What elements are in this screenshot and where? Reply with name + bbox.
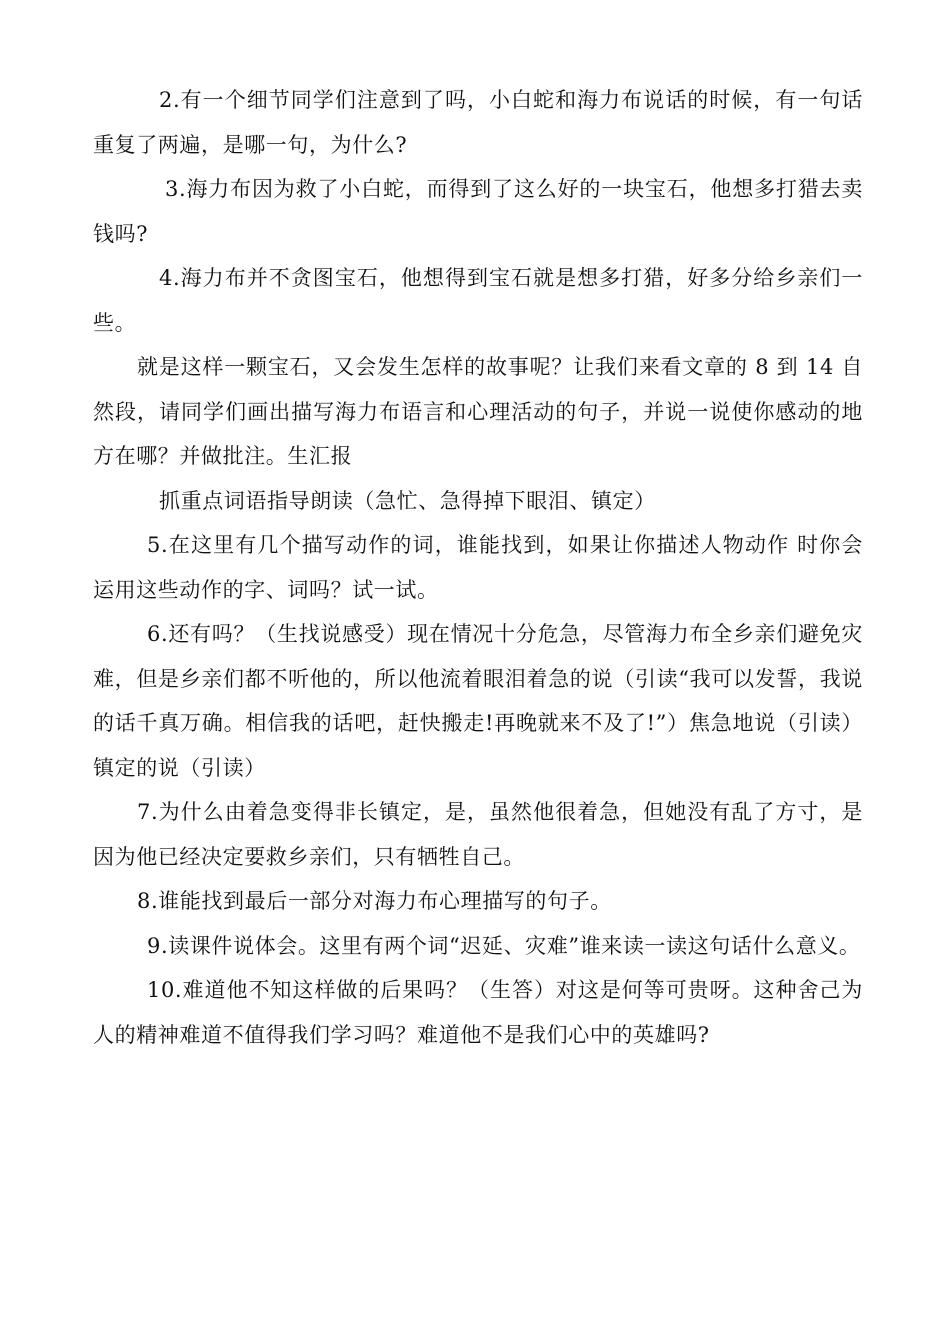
document-body bbox=[93, 78, 863, 1057]
paragraph-7: 7.为什么由着急变得非长镇定，是，虽然他很着急，但她没有乱了方寸，是因为他已经决定要救乡亲们，只有牺牲自己。 bbox=[93, 800, 863, 869]
paragraph-4: 4.海力布并不贪图宝石，他想得到宝石就是想多打猎，好多分给乡亲们一些。 bbox=[93, 266, 863, 335]
paragraph-5: 5.在这里有几个描写动作的词，谁能找到，如果让你描述人物动作 时你会运用这些动作的字、词吗？试一试。 bbox=[93, 533, 863, 602]
paragraph-story: 就是这样一颗宝石，又会发生怎样的故事呢？让我们来看文章的 8 到 14 自然段，请同学们画出描写海力布语言和心理活动的句子，并说一说使你感动的地方在哪？并做批注。生汇报 bbox=[93, 355, 863, 468]
paragraph-6: 6.还有吗？（生找说感受）现在情况十分危急，尽管海力布全乡亲们避免灾难，但是乡亲们都不听他的，所以他流着眼泪着急的说（引读“我可以发誓，我说的话千真万确。相信我的话吧，赶快搬走!再晚就来不及了!”）焦急地说（引读）镇定的说（引读） bbox=[93, 622, 863, 780]
paragraph-8: 8.谁能找到最后一部分对海力布心理描写的句子。 bbox=[137, 889, 612, 913]
paragraph-reading-guide: 抓重点词语指导朗读（急忙、急得掉下眼泪、镇定） bbox=[159, 488, 656, 513]
paragraph-3: 3.海力布因为救了小白蛇，而得到了这么好的一块宝石，他想多打猎去卖钱吗? bbox=[93, 177, 863, 246]
paragraph-9: 9.读课件说体会。这里有两个词“迟延、灾难”谁来读一读这句话什么意义。 bbox=[147, 933, 861, 958]
paragraph-10: 10.难道他不知这样做的后果吗？（生答）对这是何等可贵呀。这种舍己为人的精神难道不值得我们学习吗？难道他不是我们心中的英雄吗? bbox=[93, 978, 863, 1047]
paragraph-2: 2.有一个细节同学们注意到了吗，小白蛇和海力布说话的时候，有一句话重复了两遍，是哪一句，为什么? bbox=[93, 88, 863, 157]
